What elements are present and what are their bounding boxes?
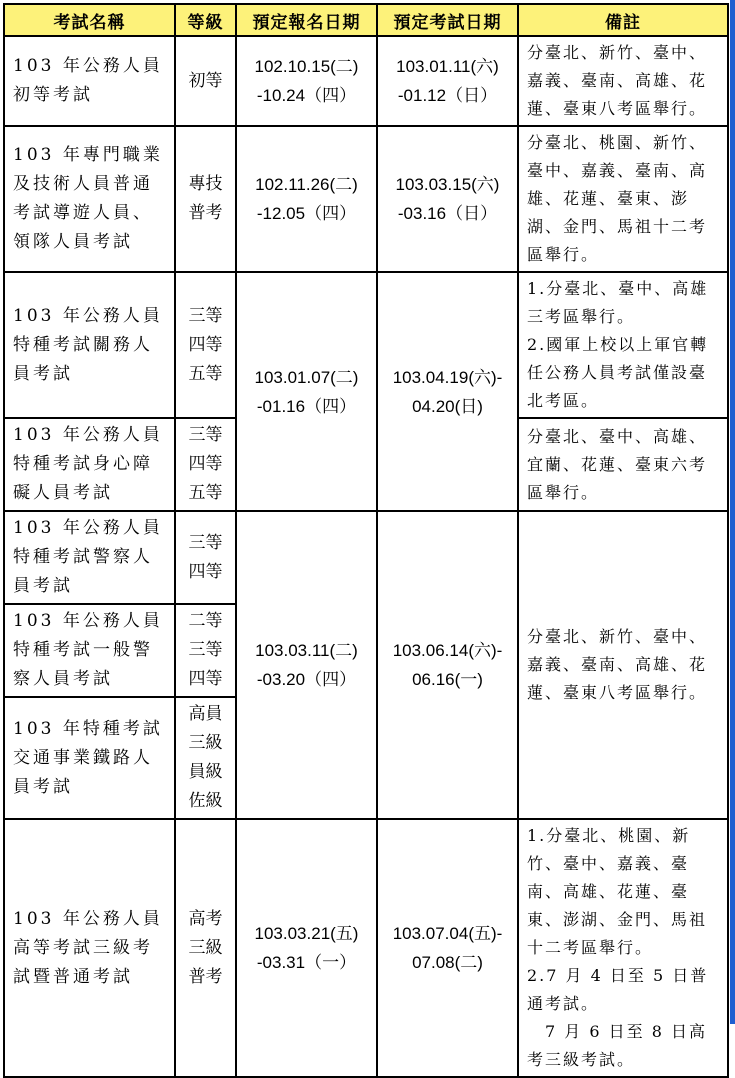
date-line: 102.10.15(二) bbox=[254, 57, 359, 76]
table-row bbox=[4, 272, 728, 418]
level-line: 三等 bbox=[188, 532, 223, 553]
exam-date-cell bbox=[377, 819, 518, 1077]
remarks-cell bbox=[518, 272, 728, 418]
level-line: 五等 bbox=[188, 363, 223, 384]
level-cell bbox=[175, 819, 236, 1077]
date-line: -03.16（日） bbox=[397, 204, 498, 223]
date-line: -03.20（四） bbox=[256, 670, 357, 689]
level-line: 高員 bbox=[188, 704, 223, 724]
date-line: 103.01.11(六) bbox=[396, 57, 499, 76]
level-line: 三級 bbox=[188, 937, 223, 958]
exam-name-cell: 103 年公務人員特種考試身心障礙人員考試 bbox=[4, 418, 175, 511]
date-line: -10.24（四） bbox=[256, 86, 357, 105]
level-line: 普考 bbox=[188, 203, 223, 223]
level-cell bbox=[175, 604, 236, 697]
exam-name-cell: 103 年公務人員特種考試關務人員考試 bbox=[4, 272, 175, 418]
remark-text: 分臺北、新竹、臺中、嘉義、臺南、高雄、花蓮、臺東八考區舉行。 bbox=[527, 627, 708, 702]
date-line: 103.03.11(二) bbox=[255, 641, 358, 660]
header-registration-date: 預定報名日期 bbox=[236, 4, 377, 36]
remark-text: 1.分臺北、臺中、高雄三考區舉行。 bbox=[527, 279, 709, 326]
registration-date-cell bbox=[236, 511, 377, 819]
date-line: 06.16(一) bbox=[412, 670, 483, 689]
exam-name-cell: 103 年公務人員特種考試一般警察人員考試 bbox=[4, 604, 175, 697]
level-line: 高考 bbox=[188, 908, 223, 929]
exam-date-cell bbox=[377, 126, 518, 272]
remarks-cell bbox=[518, 126, 728, 272]
level-line: 三等 bbox=[188, 305, 223, 326]
level-cell bbox=[175, 511, 236, 604]
exam-name-cell: 103 年公務人員高等考試三級考試暨普通考試 bbox=[4, 819, 175, 1077]
exam-name-cell: 103 年公務人員特種考試警察人員考試 bbox=[4, 511, 175, 604]
date-line: 103.01.07(二) bbox=[254, 367, 359, 387]
registration-date-cell bbox=[236, 126, 377, 272]
exam-date-cell bbox=[377, 272, 518, 511]
level-cell bbox=[175, 418, 236, 511]
remark-text: 7 月 6 日至 8 日高考三級考試。 bbox=[527, 1022, 707, 1069]
level-cell bbox=[175, 126, 236, 272]
level-cell bbox=[175, 36, 236, 126]
date-line: 103.04.19(六)- bbox=[392, 367, 503, 387]
level-cell bbox=[175, 697, 236, 819]
level-line: 員級 bbox=[188, 762, 223, 782]
date-line: 103.07.04(五)- bbox=[392, 924, 503, 943]
header-level: 等級 bbox=[175, 4, 236, 36]
remark-text: 1.分臺北、桃園、新竹、臺中、嘉義、臺南、高雄、花蓮、臺東、澎湖、金門、馬祖十二考區舉行。 bbox=[527, 826, 708, 957]
date-line: 103.06.14(六)- bbox=[392, 641, 503, 660]
header-remarks: 備註 bbox=[518, 4, 728, 36]
level-line: 四等 bbox=[188, 561, 223, 582]
exam-schedule-table bbox=[3, 3, 729, 1078]
level-line: 專技 bbox=[188, 174, 223, 194]
level-line: 五等 bbox=[188, 483, 223, 503]
level-line: 三等 bbox=[188, 425, 223, 445]
exam-date-cell bbox=[377, 36, 518, 126]
header-exam-name: 考試名稱 bbox=[4, 4, 175, 36]
date-line: 07.08(二) bbox=[412, 953, 483, 972]
table-row bbox=[4, 819, 728, 1077]
exam-name-cell: 103 年公務人員初等考試 bbox=[4, 36, 175, 126]
table-row bbox=[4, 36, 728, 126]
level-line: 三級 bbox=[188, 733, 223, 753]
level-line: 四等 bbox=[188, 334, 223, 355]
date-line: -12.05（四） bbox=[256, 204, 357, 223]
remarks-cell bbox=[518, 511, 728, 819]
remark-text: 2.國軍上校以上軍官轉任公務人員考試僅設臺北考區。 bbox=[527, 335, 709, 410]
remark-text: 分臺北、臺中、高雄、宜蘭、花蓮、臺東六考區舉行。 bbox=[527, 426, 708, 502]
remark-text: 2.7 月 4 日至 5 日普通考試。 bbox=[527, 966, 709, 1013]
registration-date-cell bbox=[236, 36, 377, 126]
level-line: 四等 bbox=[188, 669, 223, 689]
remarks-cell bbox=[518, 36, 728, 126]
level-cell bbox=[175, 272, 236, 418]
level-line: 四等 bbox=[188, 454, 223, 474]
date-line: 103.03.15(六) bbox=[395, 175, 500, 194]
registration-date-cell bbox=[236, 819, 377, 1077]
table-row bbox=[4, 126, 728, 272]
level-line: 二等 bbox=[188, 611, 223, 631]
exam-date-cell bbox=[377, 511, 518, 819]
remark-text: 分臺北、桃園、新竹、臺中、嘉義、臺南、高雄、花蓮、臺東、澎湖、金門、馬祖十二考區舉行。 bbox=[527, 133, 708, 264]
remarks-cell bbox=[518, 418, 728, 511]
header-row bbox=[4, 4, 728, 36]
header-exam-date: 預定考試日期 bbox=[377, 4, 518, 36]
date-line: -03.31（一） bbox=[256, 953, 357, 972]
remark-text: 分臺北、新竹、臺中、嘉義、臺南、高雄、花蓮、臺東八考區舉行。 bbox=[527, 43, 708, 118]
date-line: -01.12（日） bbox=[397, 86, 498, 105]
date-line: 102.11.26(二) bbox=[255, 175, 358, 194]
date-line: 103.03.21(五) bbox=[254, 924, 359, 943]
date-line: -01.16（四） bbox=[256, 396, 357, 416]
exam-name-cell: 103 年專門職業及技術人員普通考試導遊人員、領隊人員考試 bbox=[4, 126, 175, 272]
remarks-cell bbox=[518, 819, 728, 1077]
level-line: 佐級 bbox=[188, 791, 223, 811]
level-line: 普考 bbox=[188, 966, 223, 987]
exam-name-cell: 103 年特種考試交通事業鐵路人員考試 bbox=[4, 697, 175, 819]
table-row bbox=[4, 511, 728, 604]
registration-date-cell bbox=[236, 272, 377, 511]
date-line: 04.20(日) bbox=[412, 396, 483, 416]
level-line: 三等 bbox=[188, 640, 223, 660]
level-line: 初等 bbox=[188, 70, 223, 91]
